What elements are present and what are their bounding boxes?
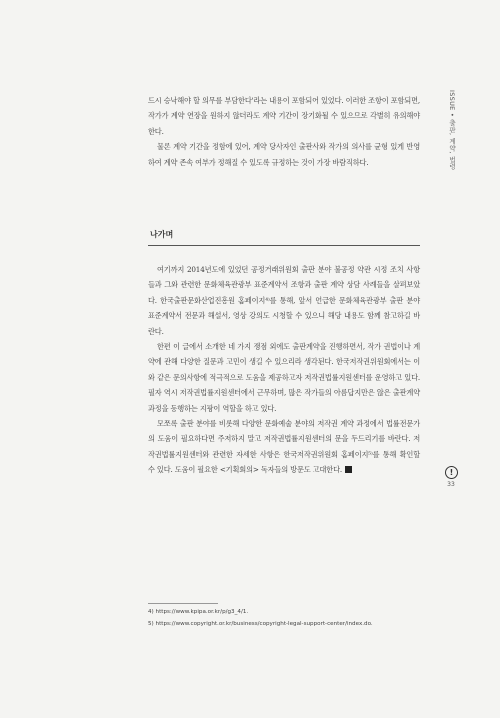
section-text [148,262,420,478]
footnote: 5) https://www.copyright.or.kr/business/copyright-legal-support-center/index.do. [148,621,373,627]
end-mark-icon [345,466,352,473]
paragraph: 한편 이 글에서 소개한 네 가지 쟁점 외에도 출판계약을 진행하면서, 작가 권법이나 계약에 관해 다양한 질문과 고민이 생길 수 있으리라 생각된다. 한국저작권위원회에서는 이와 같은 문의사항에 적극적으로 도움을 제공하고자 저작권법률지원센터를 운영하고 있다. 필자 역시 저작권법률지원센터에서 근무하며, 많은 작가들의 아름답지만은 않은 출판계약 과정을 동행하는 지팡이 역할을 하고 있다. [148,342,420,413]
paragraph: 드시 승낙해야 할 의무를 부담한다'라는 내용이 포함되어 있었다. 이러한 조항이 포함되면, 작가가 계약 연장을 원하지 않더라도 계약 기간이 장기화될 수 있으므로 각별히 유의해야 한다. [148,96,420,136]
section-title: 나가며 [150,230,174,239]
running-head: ISSUE • 출판, 계약, 법령 [448,90,456,170]
paragraph [148,416,420,478]
paragraph: 여기까지 2014년도에 있었던 공정거래위원회 출판 분야 불공정 약관 시정 조치 사항들과 그와 관련한 문화체육관광부 표준계약서 조항과 출판 계약 상담 사례들을 살펴보았다. 한국출판문화산업진흥원 홈페이지⁴⁾를 통해, 앞서 언급한 문화체육관광부 출판 분야 표준계약서 전문과 해설서, 영상 강의도 시청할 수 있으니 해당 내용도 함께 참고하길 바란다. [148,265,420,336]
footnotes [148,606,448,630]
paragraph: 물론 계약 기간을 정함에 있어, 계약 당사자인 출판사와 작가의 의사를 균형 있게 반영하여 계약 존속 여부가 정해질 수 있도록 규정하는 것이 가장 바람직하다. [148,142,420,167]
footnote-divider [148,603,218,604]
section-divider [148,245,420,246]
page-number: 33 [447,481,455,488]
exclamation-circle-icon: ! [445,466,458,479]
paragraph-text: 모쪼록 출판 분야를 비롯해 다양한 문화예술 분야의 저작권 계약 과정에서 법률전문가의 도움이 필요하다면 주저하지 말고 저작권법률지원센터의 문을 두드리기를 바란다. 저작권법률지원센터와 관련한 자세한 사항은 한국저작권위원회 홈페이지⁵⁾를 통해 확인할 수 있다. 도움이 필요한 <기획회의> 독자들의 방문도 고대한다. [148,419,420,475]
intro-text [148,93,420,170]
footnote: 4) https://www.kpipa.or.kr/p/g3_4/1. [148,609,249,615]
